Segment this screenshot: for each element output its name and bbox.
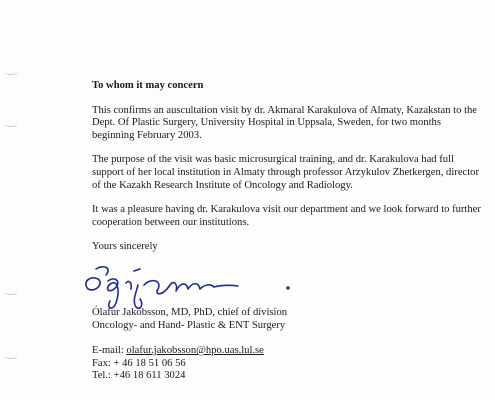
signer-department: Oncology- and Hand- Plastic & ENT Surgery	[92, 319, 286, 331]
paragraph-purpose: The purpose of the visit was basic microsurgical training, and dr. Karakulova had full support of her local institution in Almaty through professor Arzykulov Zhetkergen, director of the Kazakh Research Institute of Oncology and Radiology.	[92, 154, 479, 191]
email-label: E-mail:	[92, 345, 127, 357]
letter-body	[92, 80, 482, 258]
contact-info	[92, 345, 482, 383]
tel-number: Tel.: +46 18 611 3024	[92, 370, 186, 382]
closing-salutation: Yours sincerely	[92, 241, 158, 253]
signer-name: Ólafur Jakobsson, MD, PhD, chief of division	[92, 307, 288, 318]
fax-number: Fax: + 46 18 51 06 56	[92, 357, 186, 369]
email-link[interactable]: olafur.jakobsson@hpo.uas.lul.se	[126, 345, 264, 357]
paragraph-cooperation: It was a pleasure having dr. Karakulova visit our department and we look forward to further cooperation between our institutions.	[92, 204, 481, 228]
handwritten-signature	[74, 255, 304, 315]
punch-hole-mark	[4, 352, 18, 359]
letter-heading: To whom it may concern	[92, 80, 204, 91]
punch-hole-mark	[4, 68, 18, 75]
punch-hole-mark	[4, 288, 18, 295]
email-line	[92, 345, 482, 358]
paragraph-visit: This confirms an auscultation visit by dr. Akmaral Karakulova of Almaty, Kazakstan to the Dept. Of Plastic Surgery, University Hospital in Uppsala, Sweden, for two months beginning February 2003.	[92, 104, 478, 141]
signature-block	[92, 307, 482, 383]
punch-hole-mark	[4, 120, 18, 127]
